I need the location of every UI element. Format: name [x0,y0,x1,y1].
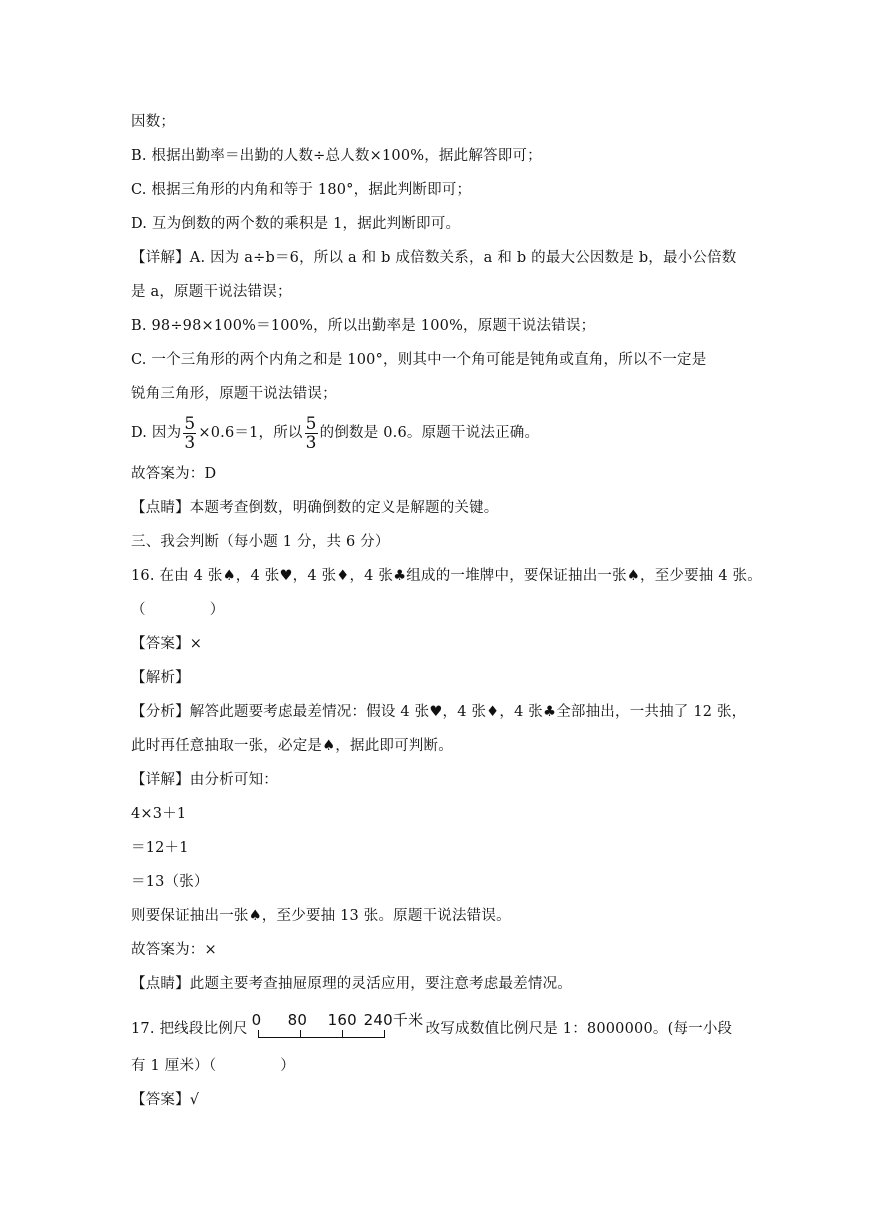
scale-tick [384,1030,385,1038]
line-segment-scale [251,1011,424,1047]
text-line: 【点睛】此题主要考查抽屉原理的灵活应用，要注意考虑最差情况。 [131,976,572,992]
text-line: C. 一个三角形的两个内角之和是 100°，则其中一个角可能是钝角或直角，所以不一定是 [131,352,707,368]
text-segment: ×0.6＝1，所以 [198,425,303,441]
fraction-denominator: 3 [184,432,196,453]
text-segment: 改写成数值比例尺是 1：8000000。(每一小段 [425,1021,733,1037]
text-line: 锐角三角形，原题干说法错误； [131,386,337,402]
fraction-numerator: 5 [184,413,196,434]
text-line: 【详解】A. 因为 a÷b＝6，所以 a 和 b 成倍数关系，a 和 b 的最大公因数是 b，最小公倍数 [131,250,737,266]
text-line: 【分析】解答此题要考虑最差情况：假设 4 张♥，4 张♦，4 张♣全部抽出，一共抽了 12 张， [131,704,747,720]
blank-close-paren: ） [209,602,225,618]
text-line: 【点睛】本题考查倒数，明确倒数的定义是解题的关键。 [131,500,499,516]
equation-line: ＝13（张） [131,874,209,890]
text-line: B. 根据出勤率＝出勤的人数÷总人数×100%，据此解答即可； [131,148,542,164]
blank-close-paren: ） [280,1058,295,1074]
text-segment: 17. 把线段比例尺 [131,1021,248,1037]
text-line: B. 98÷98×100%＝100%，所以出勤率是 100%，原题干说法错误； [131,318,596,334]
scale-label: 80 [287,1011,308,1029]
answer-line: 【答案】× [131,636,203,652]
text-line: 故答案为：D [131,466,217,482]
fraction [305,415,318,452]
scale-tick [300,1030,301,1038]
analysis-heading: 【解析】 [131,670,190,686]
text-line: C. 根据三角形的内角和等于 180°，据此判断即可； [131,182,472,198]
text-line: 故答案为：× [131,942,217,958]
answer-line: 【答案】√ [131,1092,200,1108]
scale-tick [258,1030,259,1038]
fraction [183,415,196,452]
text-line: 【详解】由分析可知： [131,772,278,788]
answer-blank [131,1056,295,1076]
text-line: 此时再任意抽取一张，必定是♠，据此即可判断。 [131,738,453,754]
text-segment: 的倒数是 0.6。原题干说法正确。 [319,425,540,441]
question-text: 16. 在由 4 张♠，4 张♥，4 张♦，4 张♣组成的一堆牌中，要保证抽出一张♠，至少要抽 4 张。 [131,568,762,584]
text-line-with-fractions [131,414,539,452]
fraction-numerator: 5 [305,413,317,434]
scale-label: 160 [327,1011,357,1029]
text-line: 则要保证抽出一张♠，至少要抽 13 张。原题干说法错误。 [131,908,511,924]
section-heading: 三、我会判断（每小题 1 分，共 6 分） [131,534,390,550]
question-text-with-scale [131,1013,732,1045]
answer-blank [131,600,224,620]
equation-line: ＝12＋1 [131,840,189,856]
scale-label: 240千米 [363,1011,424,1029]
scale-label: 0 [251,1011,262,1029]
text-line: 是 a，原题干说法错误； [131,284,292,300]
text-line: D. 互为倒数的两个数的乘积是 1，据此判断即可。 [131,216,461,232]
text-segment: D. 因为 [131,425,182,441]
scale-tick [342,1030,343,1038]
text-line: 因数； [131,114,176,130]
fraction-denominator: 3 [305,432,317,453]
equation-line: 4×3＋1 [131,806,187,822]
blank-open-paren: （ [131,602,146,618]
scale-baseline [258,1037,384,1038]
text-segment: 有 1 厘米）（ [131,1058,217,1074]
